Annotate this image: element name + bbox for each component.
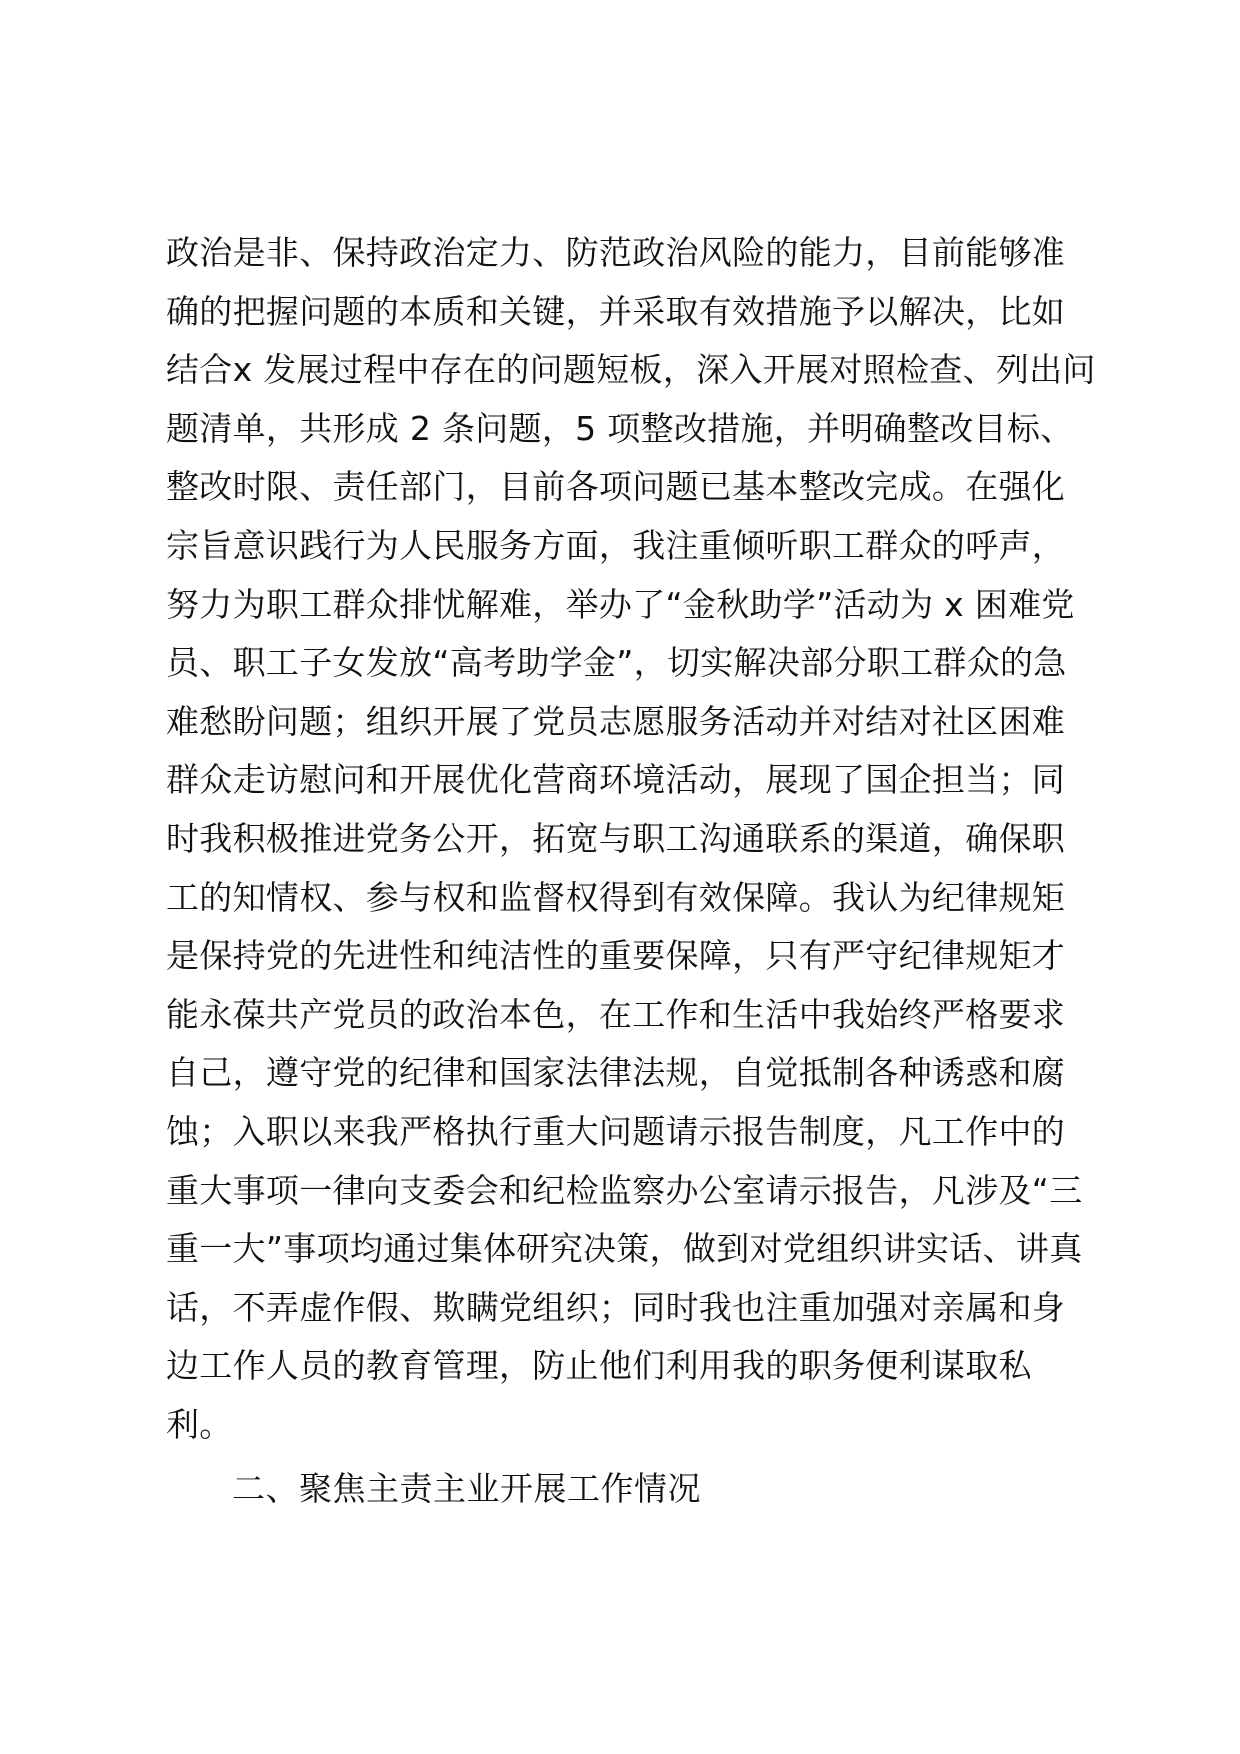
text-line: 边工作人员的教育管理，防止他们利用我的职务便利谋取私 xyxy=(166,1346,1032,1386)
text-line: 重大事项一律向支委会和纪检监察办公室请示报告，凡涉及“三 xyxy=(166,1170,1083,1210)
text-line: 政治是非、保持政治定力、防范政治风险的能力，目前能够准 xyxy=(166,233,1066,272)
text-line: 题清单，共形成 2 条问题，5 项整改措施，并明确整改目标、 xyxy=(166,408,1074,448)
text-line: 员、职工子女发放“高考助学金”，切实解决部分职工群众的急 xyxy=(166,643,1067,683)
text-line: 是保持党的先进性和纯洁性的重要保障，只有严守纪律规矩才 xyxy=(166,936,1066,976)
body-paragraph xyxy=(166,224,1126,1454)
text-line: 工的知情权、参与权和监督权得到有效保障。我认为纪律规矩 xyxy=(166,877,1066,917)
text-line: 能永葆共产党员的政治本色，在工作和生活中我始终严格要求 xyxy=(166,994,1066,1034)
text-line: 话，不弄虚作假、欺瞒党组织；同时我也注重加强对亲属和身 xyxy=(166,1287,1066,1327)
text-line: 确的把握问题的本质和关键，并采取有效措施予以解决，比如 xyxy=(166,291,1066,331)
text-line: 群众走访慰问和开展优化营商环境活动，展现了国企担当；同 xyxy=(166,760,1066,800)
text-line: 重一大”事项均通过集体研究决策，做到对党组织讲实话、讲真 xyxy=(166,1229,1083,1269)
text-line: 难愁盼问题；组织开展了党员志愿服务活动并对结对社区困难 xyxy=(166,701,1066,741)
text-line: 结合x 发展过程中存在的问题短板，深入开展对照检查、列出问 xyxy=(166,350,1096,390)
text-line: 蚀；入职以来我严格执行重大问题请示报告制度，凡工作中的 xyxy=(166,1111,1066,1151)
text-line: 整改时限、责任部门，目前各项问题已基本整改完成。在强化 xyxy=(166,467,1066,507)
text-line: 利。 xyxy=(166,1404,233,1444)
text-line: 时我积极推进党务公开，拓宽与职工沟通联系的渠道，确保职 xyxy=(166,818,1066,858)
text-line: 努力为职工群众排忧解难，举办了“金秋助学”活动为 x 困难党 xyxy=(166,584,1075,624)
text-line: 自己，遵守党的纪律和国家法律法规，自觉抵制各种诱惑和腐 xyxy=(166,1053,1066,1093)
text-line: 宗旨意识践行为人民服务方面，我注重倾听职工群众的呼声， xyxy=(166,525,1066,565)
section-heading: 二、聚焦主责主业开展工作情况 xyxy=(232,1469,701,1508)
